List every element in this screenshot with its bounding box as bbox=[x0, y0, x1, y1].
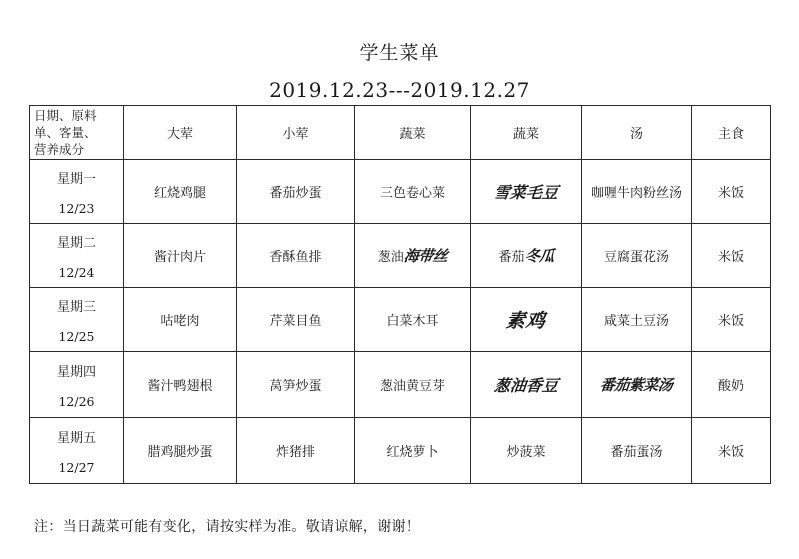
dish-cell: 香酥鱼排 bbox=[237, 224, 355, 288]
day-cell bbox=[30, 224, 124, 288]
dish-cell: 米饭 bbox=[692, 418, 771, 484]
handwritten-dish: 素鸡 bbox=[504, 310, 547, 332]
dish-cell: 咸菜土豆汤 bbox=[582, 288, 692, 352]
day-cell bbox=[30, 352, 124, 418]
day-label: 星期四 bbox=[56, 364, 96, 380]
handwritten-dish: 海带丝 bbox=[402, 247, 449, 265]
dish-cell bbox=[471, 288, 582, 352]
column-header-main-meat: 大荤 bbox=[124, 106, 237, 160]
date-label: 12/24 bbox=[58, 264, 95, 280]
table-row bbox=[30, 352, 771, 418]
dish-cell: 酱汁鸭翅根 bbox=[124, 352, 237, 418]
dish-cell: 番茄蛋汤 bbox=[582, 418, 692, 484]
printed-dish-part: 番茄 bbox=[498, 250, 525, 265]
menu-table bbox=[29, 105, 771, 484]
printed-dish-part: 葱油 bbox=[377, 250, 404, 265]
dish-cell bbox=[471, 352, 582, 418]
day-label: 星期三 bbox=[56, 299, 96, 315]
dish-cell: 腊鸡腿炒蛋 bbox=[124, 418, 237, 484]
table-row bbox=[30, 160, 771, 224]
column-header-staple: 主食 bbox=[692, 106, 771, 160]
date-label: 12/27 bbox=[58, 459, 95, 475]
handwritten-dish: 雪菜毛豆 bbox=[492, 183, 559, 202]
dish-cell: 炒菠菜 bbox=[471, 418, 582, 484]
column-header-side-meat: 小荤 bbox=[237, 106, 355, 160]
dish-cell: 白菜木耳 bbox=[355, 288, 471, 352]
dish-cell bbox=[471, 160, 582, 224]
corner-line: 日期、原料 bbox=[34, 108, 97, 123]
column-header-soup: 汤 bbox=[582, 106, 692, 160]
table-row bbox=[30, 288, 771, 352]
dish-cell: 咖喱牛肉粉丝汤 bbox=[582, 160, 692, 224]
table-row bbox=[30, 418, 771, 484]
dish-cell: 炸猪排 bbox=[237, 418, 355, 484]
day-label: 星期二 bbox=[56, 235, 96, 251]
dish-cell: 米饭 bbox=[692, 224, 771, 288]
dish-cell bbox=[471, 224, 582, 288]
dish-cell: 三色卷心菜 bbox=[355, 160, 471, 224]
footer-note: 注：当日蔬菜可能有变化，请按实样为准。敬请谅解，谢谢！ bbox=[34, 519, 421, 535]
day-label: 星期五 bbox=[56, 430, 96, 446]
handwritten-dish: 番茄紫菜汤 bbox=[599, 376, 674, 394]
dish-cell: 莴笋炒蛋 bbox=[237, 352, 355, 418]
date-label: 12/25 bbox=[58, 328, 95, 344]
corner-line: 营养成分 bbox=[34, 142, 85, 157]
dish-cell: 米饭 bbox=[692, 160, 771, 224]
date-label: 12/26 bbox=[58, 393, 95, 409]
dish-cell: 酸奶 bbox=[692, 352, 771, 418]
day-cell bbox=[30, 288, 124, 352]
dish-cell: 米饭 bbox=[692, 288, 771, 352]
dish-cell: 芹菜目鱼 bbox=[237, 288, 355, 352]
day-cell bbox=[30, 160, 124, 224]
header-row bbox=[30, 106, 771, 160]
day-cell bbox=[30, 418, 124, 484]
date-range: 2019.12.23---2019.12.27 bbox=[269, 78, 530, 102]
date-label: 12/23 bbox=[58, 200, 95, 216]
day-label: 星期一 bbox=[56, 171, 96, 187]
handwritten-dish: 冬瓜 bbox=[523, 247, 555, 265]
column-header-vegetable-1: 蔬菜 bbox=[355, 106, 471, 160]
dish-cell: 番茄炒蛋 bbox=[237, 160, 355, 224]
handwritten-dish: 葱油香豆 bbox=[492, 376, 559, 395]
dish-cell: 红烧鸡腿 bbox=[124, 160, 237, 224]
dish-cell: 酱汁肉片 bbox=[124, 224, 237, 288]
column-header-vegetable-2: 蔬菜 bbox=[471, 106, 582, 160]
page-title: 学生菜单 bbox=[359, 42, 440, 64]
corner-line: 单、客量、 bbox=[34, 125, 97, 140]
dish-cell bbox=[582, 352, 692, 418]
dish-cell bbox=[355, 224, 471, 288]
table-row bbox=[30, 224, 771, 288]
dish-cell: 葱油黄豆芽 bbox=[355, 352, 471, 418]
dish-cell: 豆腐蛋花汤 bbox=[582, 224, 692, 288]
dish-cell: 咕咾肉 bbox=[124, 288, 237, 352]
dish-cell: 红烧萝卜 bbox=[355, 418, 471, 484]
corner-header bbox=[30, 106, 124, 160]
